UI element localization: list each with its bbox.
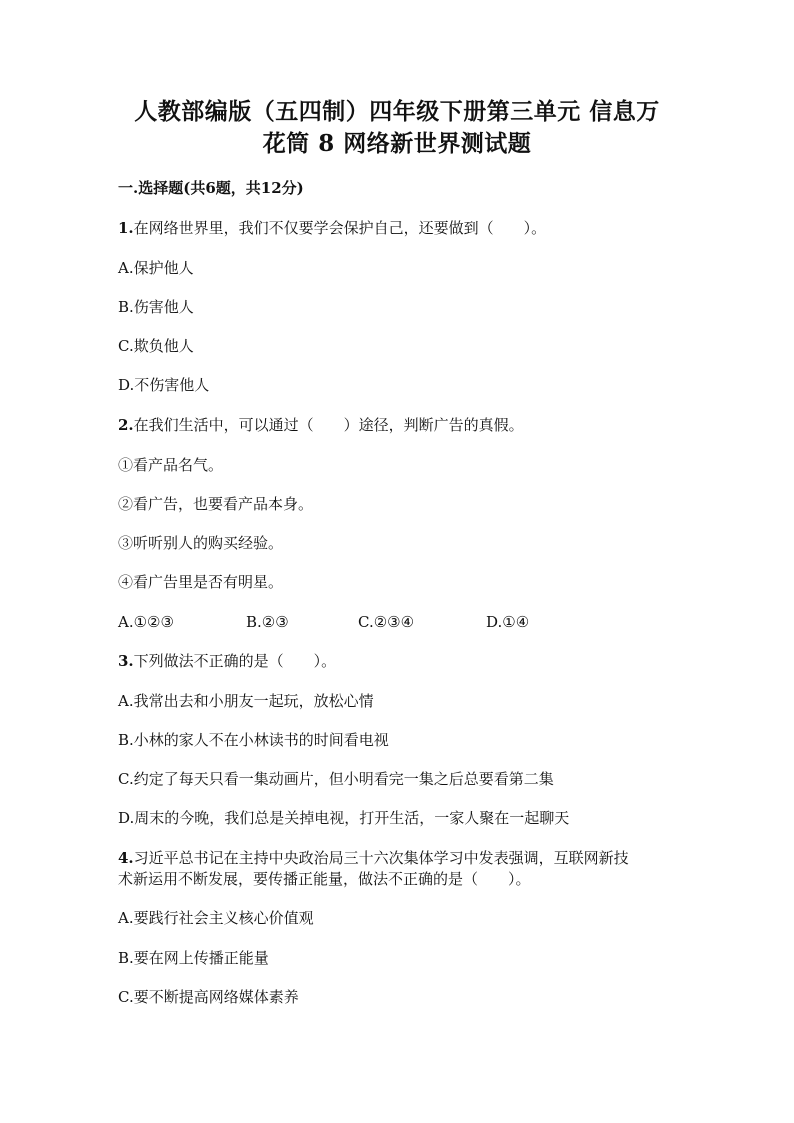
question-2-statement-2: ②看广告，也要看产品本身。 [118, 495, 314, 513]
question-2-option-d: D.①④ [486, 613, 530, 631]
question-3-option-b: B.小林的家人不在小林读书的时间看电视 [118, 731, 389, 749]
question-2-option-c: C.②③④ [358, 613, 415, 631]
question-4-text-line-2: 术新运用不断发展，要传播正能量，做法不正确的是（ ）。 [118, 870, 531, 888]
section-heading: 一.选择题(共6题，共12分) [118, 179, 304, 197]
question-4-number: 4. [118, 849, 134, 867]
question-2-number: 2. [118, 416, 134, 434]
question-2-statement-3: ③听听别人的购买经验。 [118, 534, 284, 552]
question-2-statement-1: ①看产品名气。 [118, 456, 224, 474]
question-3-option-c: C.约定了每天只看一集动画片，但小明看完一集之后总要看第二集 [118, 770, 554, 788]
question-2-option-b: B.②③ [246, 613, 289, 631]
question-2 [118, 415, 524, 435]
question-4-option-c: C.要不断提高网络媒体素养 [118, 988, 299, 1006]
question-1-option-a: A.保护他人 [118, 259, 194, 277]
page-title-line-1: 人教部编版（五四制）四年级下册第三单元 信息万 [134, 98, 660, 125]
question-1-number: 1. [118, 219, 134, 237]
question-1-option-d: D.不伤害他人 [118, 376, 210, 394]
question-4-text-line-1: 习近平总书记在主持中央政治局三十六次集体学习中发表强调，互联网新技 [133, 849, 629, 867]
question-3-option-a: A.我常出去和小朋友一起玩，放松心情 [118, 692, 374, 710]
question-1-text: 在网络世界里，我们不仅要学会保护自己，还要做到（ ）。 [133, 219, 547, 237]
question-3 [118, 651, 336, 671]
question-3-option-d: D.周末的今晚，我们总是关掉电视，打开生活，一家人聚在一起聊天 [118, 809, 570, 827]
question-1-option-c: C.欺负他人 [118, 337, 194, 355]
question-3-number: 3. [118, 652, 134, 670]
question-1-option-b: B.伤害他人 [118, 298, 194, 316]
question-1 [118, 218, 546, 238]
question-4-line-1 [118, 848, 629, 868]
question-4-option-a: A.要践行社会主义核心价值观 [118, 909, 314, 927]
question-2-options [118, 612, 678, 632]
question-2-text: 在我们生活中，可以通过（ ）途径，判断广告的真假。 [133, 416, 524, 434]
question-3-text: 下列做法不正确的是（ ）。 [133, 652, 337, 670]
question-4-option-b: B.要在网上传播正能量 [118, 949, 269, 967]
page-title-line-2: 花筒 8 网络新世界测试题 [262, 130, 532, 157]
question-2-statement-4: ④看广告里是否有明星。 [118, 573, 284, 591]
question-2-option-a: A.①②③ [118, 613, 174, 631]
